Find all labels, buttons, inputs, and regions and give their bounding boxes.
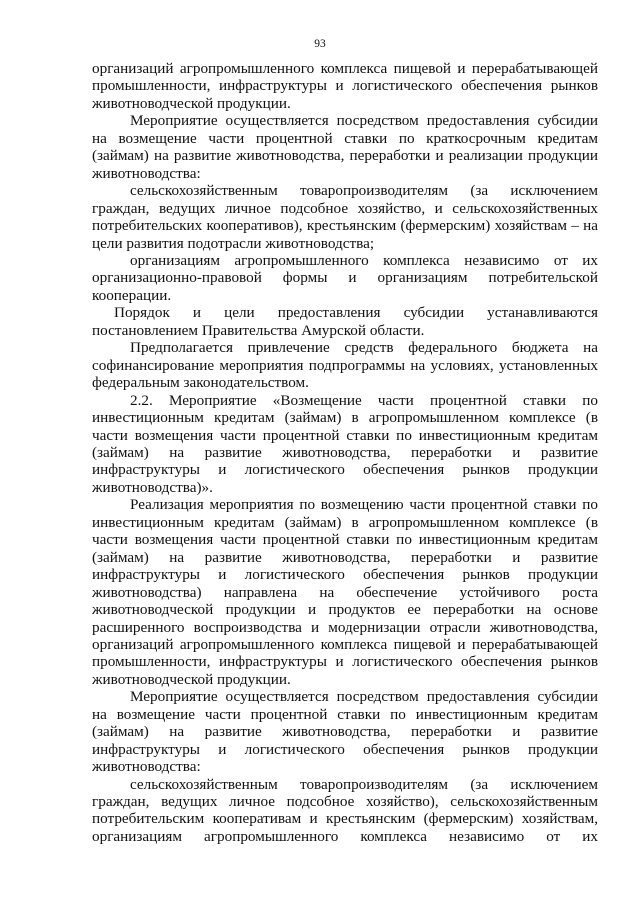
- paragraph-federal-funding: Предполагается привлечение средств федерального бюджета на софинансирование мероприятия подпрограммы на условиях, установленных федеральным законодательством.: [92, 339, 598, 392]
- paragraph-recipients-organizations: организациям агропромышленного комплекса независимо от их организационно-правовой формы и организациям потребительской кооперации.: [92, 251, 598, 304]
- paragraph-measure-short-term-credits: Мероприятие осуществляется посредством предоставления субсидии на возмещение части процентной ставки по краткосрочным кредитам (займам) на развитие животноводства, переработки и реализации продукции животноводства:: [92, 112, 598, 182]
- document-body: [92, 60, 598, 845]
- paragraph-recipients-investment: сельскохозяйственным товаропроизводителям (за исключением граждан, ведущих личное подсобное хозяйство), сельскохозяйственным потребительским кооперативам и крестьянским (фермерским) хозяйствам, организациям агропромышленного комплекса независимо от их: [92, 775, 598, 845]
- paragraph-implementation: Реализация мероприятия по возмещению части процентной ставки по инвестиционным кредитам (займам) в агропромышленном комплексе (в части возмещения части процентной ставки по инвестиционным кредитам (займам) на развитие животноводства, переработки и развитие инфраструктуры и логистического обеспечения рынков продукции животноводства) направлена на обеспечение устойчивого роста животноводческой продукции и продуктов ее переработки на основе расширенного воспроизводства и модернизации отрасли животноводства, организаций агропромышленного комплекса пищевой и перерабатывающей промышленности, инфраструктуры и логистического обеспечения рынков животноводческой продукции.: [92, 496, 598, 688]
- paragraph-section-2-2-heading: 2.2. Мероприятие «Возмещение части процентной ставки по инвестиционным кредитам (займам) в агропромышленном комплексе (в части возмещения части процентной ставки по инвестиционным кредитам (займам) на развитие животноводства, переработки и развитие инфраструктуры и логистического обеспечения рынков продукции животноводства)».: [92, 391, 598, 496]
- paragraph-continuation: организаций агропромышленного комплекса пищевой и перерабатывающей промышленности, инфраструктуры и логистического обеспечения рынков животноводческой продукции.: [92, 60, 598, 112]
- paragraph-recipients-producers: сельскохозяйственным товаропроизводителям (за исключением граждан, ведущих личное подсобное хозяйство, и сельскохозяйственных потребительских кооперативов), крестьянским (фермерским) хозяйствам – на цели развития подотрасли животноводства;: [92, 182, 598, 252]
- paragraph-procedure: Порядок и цели предоставления субсидии устанавливаются постановлением Правительства Амурской области.: [92, 304, 598, 339]
- page-number: 93: [314, 38, 326, 50]
- paragraph-measure-investment-credits: Мероприятие осуществляется посредством предоставления субсидии на возмещение части процентной ставки по инвестиционным кредитам (займам) на развитие животноводства, переработки и развитие инфраструктуры и логистического обеспечения рынков продукции животноводства:: [92, 688, 598, 776]
